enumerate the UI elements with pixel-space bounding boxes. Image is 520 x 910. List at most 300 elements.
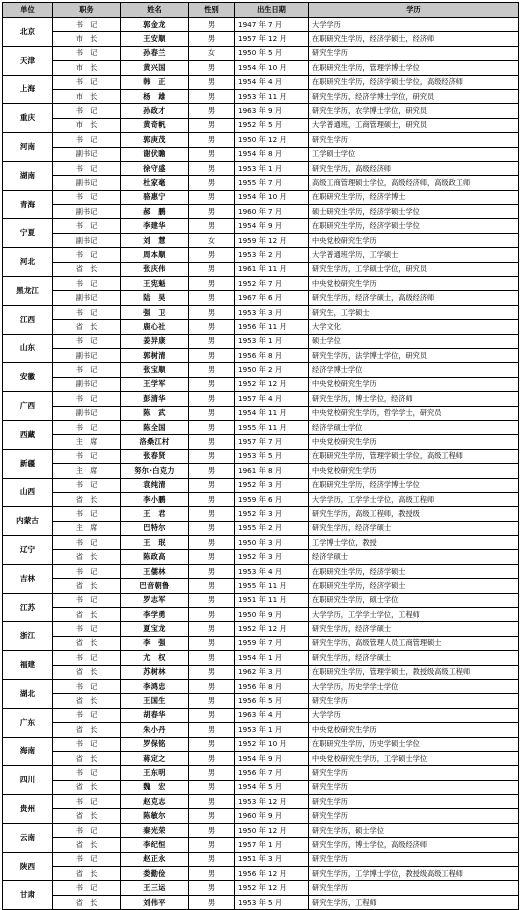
gender-cell: 男 — [189, 838, 235, 852]
education-cell: 研究生学历，工学博士学位，教授级高级工程师 — [309, 867, 519, 881]
table-row — [3, 536, 519, 550]
education-cell: 研究生，工学硕士 — [309, 305, 519, 319]
table-row — [3, 852, 519, 866]
table-row — [3, 521, 519, 535]
header-birth: 出生日期 — [235, 3, 309, 18]
birth-date-cell: 1953 年 4 月 — [235, 564, 309, 578]
education-cell: 大学学历 — [309, 18, 519, 32]
education-cell: 在职研究生学历，经济学硕士学位，高级经济师 — [309, 75, 519, 89]
table-row — [3, 320, 519, 334]
birth-date-cell: 1962 年 3 月 — [235, 665, 309, 679]
education-cell: 研究生学历 — [309, 133, 519, 147]
person-name-cell: 秦光荣 — [121, 823, 189, 837]
birth-date-cell: 1952 年 12 月 — [235, 881, 309, 895]
person-name-cell: 王儒林 — [121, 564, 189, 578]
post-cell: 省 长 — [53, 751, 121, 765]
birth-date-cell: 1953 年 5 月 — [235, 895, 309, 909]
person-name-cell: 陈政高 — [121, 550, 189, 564]
table-row — [3, 665, 519, 679]
gender-cell: 男 — [189, 75, 235, 89]
province-cell: 云南 — [3, 823, 53, 852]
post-cell: 省 长 — [53, 579, 121, 593]
person-name-cell: 杨 雄 — [121, 89, 189, 103]
table-row — [3, 291, 519, 305]
province-cell: 安徽 — [3, 363, 53, 392]
birth-date-cell: 1952 年 5 月 — [235, 118, 309, 132]
education-cell: 经济学硕士学位 — [309, 420, 519, 434]
gender-cell: 男 — [189, 449, 235, 463]
gender-cell: 男 — [189, 205, 235, 219]
post-cell: 市 长 — [53, 118, 121, 132]
post-cell: 书 记 — [53, 133, 121, 147]
birth-date-cell: 1955 年 11 月 — [235, 420, 309, 434]
education-cell: 研究生学历，高级管理人员工商管理硕士 — [309, 636, 519, 650]
header-gender: 性别 — [189, 3, 235, 18]
birth-date-cell: 1952 年 3 月 — [235, 550, 309, 564]
post-cell: 副书记 — [53, 176, 121, 190]
table-row — [3, 622, 519, 636]
education-cell: 在职研究生学历，管理学硕士，教授级高级工程师 — [309, 665, 519, 679]
table-row — [3, 507, 519, 521]
birth-date-cell: 1954 年 1 月 — [235, 651, 309, 665]
gender-cell: 男 — [189, 392, 235, 406]
birth-date-cell: 1959 年 6 月 — [235, 492, 309, 506]
table-row — [3, 305, 519, 319]
person-name-cell: 李小鹏 — [121, 492, 189, 506]
gender-cell: 男 — [189, 464, 235, 478]
post-cell: 市 长 — [53, 61, 121, 75]
table-row — [3, 651, 519, 665]
gender-cell: 男 — [189, 348, 235, 362]
gender-cell: 男 — [189, 521, 235, 535]
gender-cell: 男 — [189, 651, 235, 665]
birth-date-cell: 1954 年 10 月 — [235, 61, 309, 75]
header-unit: 单位 — [3, 3, 53, 18]
education-cell: 研究生学历，经济学硕士 — [309, 651, 519, 665]
person-name-cell: 袁纯清 — [121, 478, 189, 492]
post-cell: 省 长 — [53, 608, 121, 622]
education-cell: 研究生学历 — [309, 809, 519, 823]
birth-date-cell: 1959 年 7 月 — [235, 636, 309, 650]
education-cell: 在职研究生学历，经济学博士学位 — [309, 478, 519, 492]
post-cell: 书 记 — [53, 420, 121, 434]
education-cell: 在职研究生学历，经济学博士 — [309, 190, 519, 204]
person-name-cell: 胡春华 — [121, 708, 189, 722]
table-row — [3, 449, 519, 463]
gender-cell: 男 — [189, 795, 235, 809]
birth-date-cell: 1952 年 7 月 — [235, 277, 309, 291]
post-cell: 副书记 — [53, 406, 121, 420]
gender-cell: 男 — [189, 737, 235, 751]
table-row — [3, 334, 519, 348]
post-cell: 书 记 — [53, 679, 121, 693]
education-cell: 在职研究生学历，硕士学位 — [309, 593, 519, 607]
province-cell: 广东 — [3, 708, 53, 737]
gender-cell: 男 — [189, 291, 235, 305]
person-name-cell: 巴特尔 — [121, 521, 189, 535]
post-cell: 书 记 — [53, 18, 121, 32]
post-cell: 书 记 — [53, 823, 121, 837]
birth-date-cell: 1953 年 3 月 — [235, 305, 309, 319]
education-cell: 在职研究生学历，管理学博士学位 — [309, 61, 519, 75]
person-name-cell: 姜异康 — [121, 334, 189, 348]
post-cell: 省 长 — [53, 636, 121, 650]
table-row — [3, 881, 519, 895]
province-cell: 海南 — [3, 737, 53, 766]
post-cell: 省 长 — [53, 723, 121, 737]
table-row — [3, 636, 519, 650]
education-cell: 研究生学历，经济学博士学位，研究员 — [309, 89, 519, 103]
birth-date-cell: 1951 年 3 月 — [235, 852, 309, 866]
education-cell: 大学学历，工学学士学位，高级工程师 — [309, 492, 519, 506]
person-name-cell: 魏 宏 — [121, 780, 189, 794]
person-name-cell: 夏宝龙 — [121, 622, 189, 636]
person-name-cell: 郭金龙 — [121, 18, 189, 32]
gender-cell: 男 — [189, 147, 235, 161]
birth-date-cell: 1950 年 9 月 — [235, 608, 309, 622]
person-name-cell: 李纪恒 — [121, 838, 189, 852]
post-cell: 省 长 — [53, 809, 121, 823]
post-cell: 书 记 — [53, 248, 121, 262]
table-row — [3, 780, 519, 794]
education-cell: 经济学博士学位 — [309, 363, 519, 377]
gender-cell: 男 — [189, 550, 235, 564]
post-cell: 省 长 — [53, 694, 121, 708]
education-cell: 大学普通班学历，工学硕士 — [309, 248, 519, 262]
officials-table — [2, 2, 519, 910]
table-row — [3, 233, 519, 247]
education-cell: 研究生学历，高级工程师，教授级 — [309, 507, 519, 521]
gender-cell: 男 — [189, 708, 235, 722]
birth-date-cell: 1950 年 3 月 — [235, 536, 309, 550]
person-name-cell: 王东明 — [121, 766, 189, 780]
person-name-cell: 鹿心社 — [121, 320, 189, 334]
province-cell: 四川 — [3, 766, 53, 795]
education-cell: 研究生学历，经济学硕士，高级经济师 — [309, 291, 519, 305]
birth-date-cell: 1956 年 5 月 — [235, 694, 309, 708]
gender-cell: 男 — [189, 665, 235, 679]
gender-cell: 男 — [189, 32, 235, 46]
province-cell: 福建 — [3, 651, 53, 680]
person-name-cell: 强 卫 — [121, 305, 189, 319]
education-cell: 在职研究生学历，历史学硕士学位 — [309, 737, 519, 751]
education-cell: 在职研究生学历，经济学硕士 — [309, 564, 519, 578]
birth-date-cell: 1950 年 12 月 — [235, 133, 309, 147]
birth-date-cell: 1953 年 1 月 — [235, 723, 309, 737]
table-row — [3, 46, 519, 60]
table-row — [3, 363, 519, 377]
person-name-cell: 赵克志 — [121, 795, 189, 809]
post-cell: 书 记 — [53, 593, 121, 607]
person-name-cell: 王三运 — [121, 881, 189, 895]
person-name-cell: 杜家毫 — [121, 176, 189, 190]
table-row — [3, 766, 519, 780]
post-cell: 主 席 — [53, 464, 121, 478]
education-cell: 研究生学历，农学博士学位，研究员 — [309, 104, 519, 118]
education-cell: 中央党校研究生学历 — [309, 277, 519, 291]
person-name-cell: 周本顺 — [121, 248, 189, 262]
post-cell: 省 长 — [53, 262, 121, 276]
person-name-cell: 郭树清 — [121, 348, 189, 362]
birth-date-cell: 1959 年 12 月 — [235, 233, 309, 247]
education-cell: 研究生学历 — [309, 780, 519, 794]
gender-cell: 男 — [189, 277, 235, 291]
gender-cell: 男 — [189, 723, 235, 737]
education-cell: 工学硕士学位 — [309, 147, 519, 161]
post-cell: 市 长 — [53, 89, 121, 103]
person-name-cell: 陆 昊 — [121, 291, 189, 305]
birth-date-cell: 1956 年 7 月 — [235, 766, 309, 780]
post-cell: 省 长 — [53, 838, 121, 852]
birth-date-cell: 1953 年 2 月 — [235, 248, 309, 262]
header-row — [3, 3, 519, 18]
person-name-cell: 刘伟平 — [121, 895, 189, 909]
birth-date-cell: 1955 年 7 月 — [235, 176, 309, 190]
gender-cell: 男 — [189, 809, 235, 823]
person-name-cell: 巴音朝鲁 — [121, 579, 189, 593]
table-row — [3, 694, 519, 708]
birth-date-cell: 1952 年 10 月 — [235, 737, 309, 751]
province-cell: 黑龙江 — [3, 277, 53, 306]
gender-cell: 男 — [189, 334, 235, 348]
gender-cell: 男 — [189, 766, 235, 780]
education-cell: 在职研究生学历，经济学硕士学位 — [309, 219, 519, 233]
education-cell: 大学学历，工学学士学位，工程师 — [309, 608, 519, 622]
gender-cell: 男 — [189, 780, 235, 794]
header-education: 学历 — [309, 3, 519, 18]
table-row — [3, 161, 519, 175]
province-cell: 辽宁 — [3, 536, 53, 565]
person-name-cell: 王国生 — [121, 694, 189, 708]
person-name-cell: 李鸿忠 — [121, 679, 189, 693]
person-name-cell: 陈全国 — [121, 420, 189, 434]
education-cell: 研究生学历 — [309, 881, 519, 895]
table-row — [3, 809, 519, 823]
table-row — [3, 895, 519, 909]
birth-date-cell: 1956 年 12 月 — [235, 867, 309, 881]
education-cell: 研究生学历，法学博士学位，研究员 — [309, 348, 519, 362]
birth-date-cell: 1955 年 2 月 — [235, 521, 309, 535]
person-name-cell: 张庆伟 — [121, 262, 189, 276]
birth-date-cell: 1954 年 4 月 — [235, 75, 309, 89]
birth-date-cell: 1952 年 3 月 — [235, 478, 309, 492]
post-cell: 省 长 — [53, 895, 121, 909]
education-cell: 研究生学历 — [309, 852, 519, 866]
birth-date-cell: 1954 年 9 月 — [235, 219, 309, 233]
post-cell: 副书记 — [53, 348, 121, 362]
person-name-cell: 徐守盛 — [121, 161, 189, 175]
table-row — [3, 248, 519, 262]
gender-cell: 男 — [189, 852, 235, 866]
gender-cell: 男 — [189, 507, 235, 521]
post-cell: 副书记 — [53, 205, 121, 219]
gender-cell: 男 — [189, 867, 235, 881]
person-name-cell: 王学军 — [121, 377, 189, 391]
table-row — [3, 550, 519, 564]
post-cell: 副书记 — [53, 291, 121, 305]
gender-cell: 女 — [189, 46, 235, 60]
table-row — [3, 608, 519, 622]
gender-cell: 男 — [189, 18, 235, 32]
post-cell: 书 记 — [53, 363, 121, 377]
person-name-cell: 罗保铭 — [121, 737, 189, 751]
post-cell: 书 记 — [53, 622, 121, 636]
person-name-cell: 张春贤 — [121, 449, 189, 463]
province-cell: 吉林 — [3, 564, 53, 593]
birth-date-cell: 1953 年 11 月 — [235, 89, 309, 103]
province-cell: 浙江 — [3, 622, 53, 651]
education-cell: 工学博士学位，教授 — [309, 536, 519, 550]
birth-date-cell: 1952 年 12 月 — [235, 377, 309, 391]
table-row — [3, 751, 519, 765]
birth-date-cell: 1952 年 12 月 — [235, 622, 309, 636]
gender-cell: 男 — [189, 190, 235, 204]
post-cell: 省 长 — [53, 320, 121, 334]
education-cell: 经济学硕士 — [309, 550, 519, 564]
education-cell: 研究生学历 — [309, 694, 519, 708]
gender-cell: 男 — [189, 133, 235, 147]
province-cell: 重庆 — [3, 104, 53, 133]
person-name-cell: 王宪魁 — [121, 277, 189, 291]
post-cell: 书 记 — [53, 507, 121, 521]
table-row — [3, 219, 519, 233]
birth-date-cell: 1961 年 8 月 — [235, 464, 309, 478]
person-name-cell: 尤 权 — [121, 651, 189, 665]
post-cell: 市 长 — [53, 32, 121, 46]
gender-cell: 男 — [189, 406, 235, 420]
table-row — [3, 89, 519, 103]
gender-cell: 男 — [189, 622, 235, 636]
education-cell: 中央党校研究生学历 — [309, 435, 519, 449]
education-cell: 大学普通班，工商管理硕士，研究员 — [309, 118, 519, 132]
person-name-cell: 陈敏尔 — [121, 809, 189, 823]
post-cell: 书 记 — [53, 536, 121, 550]
gender-cell: 男 — [189, 593, 235, 607]
gender-cell: 男 — [189, 608, 235, 622]
birth-date-cell: 1961 年 11 月 — [235, 262, 309, 276]
post-cell: 书 记 — [53, 161, 121, 175]
gender-cell: 男 — [189, 61, 235, 75]
post-cell: 书 记 — [53, 737, 121, 751]
gender-cell: 男 — [189, 536, 235, 550]
birth-date-cell: 1957 年 12 月 — [235, 32, 309, 46]
birth-date-cell: 1952 年 3 月 — [235, 507, 309, 521]
birth-date-cell: 1954 年 8 月 — [235, 147, 309, 161]
education-cell: 中央党校研究生学历，工学硕士学位 — [309, 751, 519, 765]
gender-cell: 男 — [189, 895, 235, 909]
person-name-cell: 娄勤俭 — [121, 867, 189, 881]
post-cell: 书 记 — [53, 104, 121, 118]
post-cell: 书 记 — [53, 852, 121, 866]
birth-date-cell: 1967 年 6 月 — [235, 291, 309, 305]
province-cell: 山东 — [3, 334, 53, 363]
province-cell: 西藏 — [3, 420, 53, 449]
gender-cell: 男 — [189, 435, 235, 449]
gender-cell: 男 — [189, 823, 235, 837]
person-name-cell: 孙春兰 — [121, 46, 189, 60]
birth-date-cell: 1950 年 2 月 — [235, 363, 309, 377]
gender-cell: 男 — [189, 881, 235, 895]
table-row — [3, 708, 519, 722]
table-row — [3, 838, 519, 852]
post-cell: 书 记 — [53, 334, 121, 348]
person-name-cell: 李 强 — [121, 636, 189, 650]
gender-cell: 男 — [189, 363, 235, 377]
post-cell: 书 记 — [53, 75, 121, 89]
table-row — [3, 823, 519, 837]
education-cell: 研究生学历 — [309, 46, 519, 60]
table-row — [3, 118, 519, 132]
post-cell: 主 席 — [53, 521, 121, 535]
province-cell: 宁夏 — [3, 219, 53, 248]
table-row — [3, 377, 519, 391]
table-row — [3, 795, 519, 809]
province-cell: 天津 — [3, 46, 53, 75]
education-cell: 在职研究生学历，经济学硕士 — [309, 579, 519, 593]
education-cell: 在职研究生学历，经济学硕士，经济师 — [309, 32, 519, 46]
header-post: 职务 — [53, 3, 121, 18]
birth-date-cell: 1956 年 11 月 — [235, 320, 309, 334]
person-name-cell: 郝 鹏 — [121, 205, 189, 219]
gender-cell: 男 — [189, 305, 235, 319]
birth-date-cell: 1954 年 9 月 — [235, 751, 309, 765]
birth-date-cell: 1956 年 8 月 — [235, 348, 309, 362]
person-name-cell: 王 珉 — [121, 536, 189, 550]
person-name-cell: 郭庚茂 — [121, 133, 189, 147]
birth-date-cell: 1960 年 7 月 — [235, 205, 309, 219]
table-row — [3, 406, 519, 420]
person-name-cell: 韩 正 — [121, 75, 189, 89]
birth-date-cell: 1953 年 1 月 — [235, 161, 309, 175]
birth-date-cell: 1957 年 4 月 — [235, 392, 309, 406]
person-name-cell: 罗志军 — [121, 593, 189, 607]
education-cell: 大学文化 — [309, 320, 519, 334]
gender-cell: 男 — [189, 420, 235, 434]
education-cell: 中央党校研究生学历 — [309, 233, 519, 247]
province-cell: 甘肃 — [3, 881, 53, 910]
gender-cell: 男 — [189, 320, 235, 334]
birth-date-cell: 1963 年 9 月 — [235, 104, 309, 118]
education-cell: 高级工商管理硕士学位，高级经济师，高级政工师 — [309, 176, 519, 190]
person-name-cell: 李学勇 — [121, 608, 189, 622]
province-cell: 内蒙古 — [3, 507, 53, 536]
post-cell: 书 记 — [53, 766, 121, 780]
gender-cell: 男 — [189, 176, 235, 190]
table-row — [3, 205, 519, 219]
table-row — [3, 478, 519, 492]
education-cell: 中央党校研究生学历，哲学学士，研究员 — [309, 406, 519, 420]
post-cell: 省 长 — [53, 867, 121, 881]
education-cell: 在职研究生学历，管理学硕士学位，高级工程师 — [309, 449, 519, 463]
post-cell: 省 长 — [53, 550, 121, 564]
gender-cell: 男 — [189, 248, 235, 262]
birth-date-cell: 1947 年 7 月 — [235, 18, 309, 32]
post-cell: 书 记 — [53, 46, 121, 60]
province-cell: 江苏 — [3, 593, 53, 622]
table-row — [3, 464, 519, 478]
person-name-cell: 孙政才 — [121, 104, 189, 118]
person-name-cell: 刘 慧 — [121, 233, 189, 247]
table-row — [3, 104, 519, 118]
table-row — [3, 593, 519, 607]
person-name-cell: 李建华 — [121, 219, 189, 233]
post-cell: 省 长 — [53, 492, 121, 506]
table-row — [3, 564, 519, 578]
person-name-cell: 黄兴国 — [121, 61, 189, 75]
gender-cell: 男 — [189, 161, 235, 175]
education-cell: 研究生学历，博士学位，高级经济师 — [309, 838, 519, 852]
table-row — [3, 176, 519, 190]
